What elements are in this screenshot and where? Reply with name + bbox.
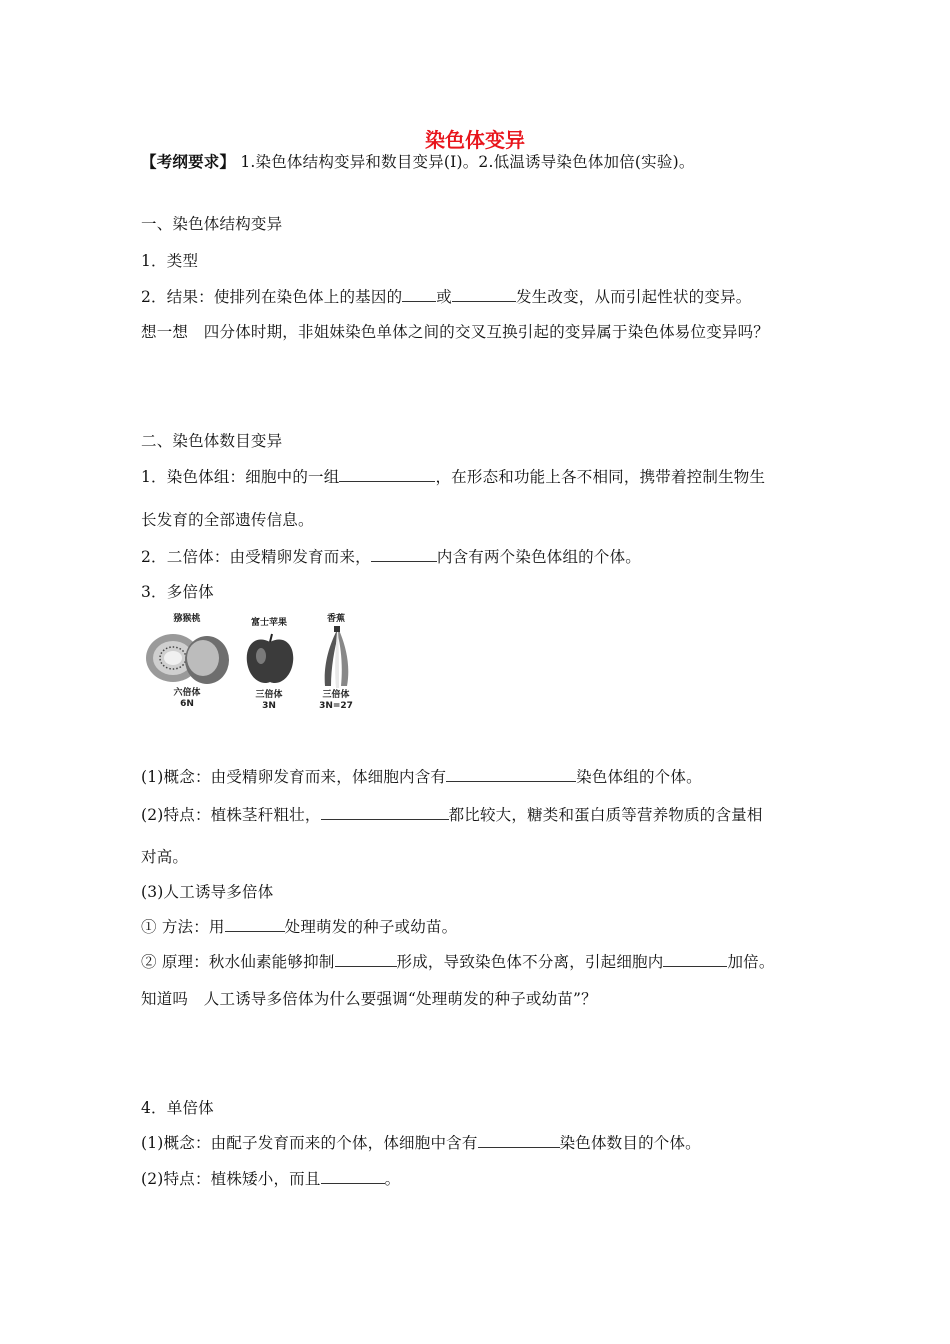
text-segment: 内含有两个染色体组的个体。 (436, 548, 641, 566)
text-segment: 处理萌发的种子或幼苗。 (284, 918, 458, 936)
apple-ploidy: 三倍体 (255, 690, 283, 700)
outline-text: 1.染色体结构变异和数目变异(Ⅰ)。2.低温诱导染色体加倍(实验)。 (235, 153, 695, 171)
text-segment: 发生改变，从而引起性状的变异。 (515, 288, 752, 306)
section2-heading: 二、染色体数目变异 (141, 432, 283, 450)
outline-requirements (141, 150, 695, 172)
fill-blank (478, 1133, 560, 1148)
kiwi-name: 猕猴桃 (173, 614, 201, 624)
text-segment: ① 方法：用 (141, 918, 225, 936)
section2-item2 (141, 545, 641, 567)
section2-item1 (141, 465, 765, 487)
fill-blank (371, 547, 437, 562)
apple-n: 3N (262, 701, 276, 711)
fill-blank (452, 287, 516, 302)
text-segment: (1)概念：由配子发育而来的个体，体细胞中含有 (141, 1134, 478, 1152)
kiwi-ploidy: 六倍体 (173, 688, 201, 698)
section1-item1: 1．类型 (141, 252, 199, 270)
polyploid-figure (141, 610, 363, 722)
text-segment: 染色体组的个体。 (576, 768, 702, 786)
haploid-features (141, 1167, 400, 1189)
think-question: 想一想 四分体时期，非姐妹染色单体之间的交叉互换引起的变异属于染色体易位变异吗？ (141, 323, 770, 341)
section2-item1-cont: 长发育的全部遗传信息。 (141, 511, 314, 529)
artificial-induction: (3)人工诱导多倍体 (141, 883, 274, 901)
fill-blank (663, 952, 727, 967)
text-segment: ，在形态和功能上各不相同，携带着控制生物生 (435, 468, 766, 486)
fill-blank (339, 467, 435, 482)
text-segment: 加倍。 (727, 953, 775, 971)
text-segment: (1)概念：由受精卵发育而来，体细胞内含有 (141, 768, 447, 786)
fill-blank (335, 952, 397, 967)
kiwi-image (143, 626, 231, 686)
polyploid-features-cont: 对高。 (141, 848, 189, 866)
induction-principle (141, 950, 775, 972)
fill-blank (446, 767, 576, 782)
text-segment: (2)特点：植株茎秆粗壮， (141, 806, 321, 824)
text-segment: 1．染色体组：细胞中的一组 (141, 468, 340, 486)
section2-item3: 3．多倍体 (141, 583, 214, 601)
page-title: 染色体变异 (425, 128, 525, 152)
banana-name: 香蕉 (326, 614, 345, 624)
section1-item2 (141, 285, 751, 307)
text-segment: 2．结果：使排列在染色体上的基因的 (141, 288, 403, 306)
apple-image (245, 632, 295, 688)
apple-name: 富士苹果 (250, 618, 287, 628)
text-segment: 或 (436, 288, 452, 306)
banana-ploidy: 三倍体 (322, 690, 350, 700)
text-segment: 2．二倍体：由受精卵发育而来， (141, 548, 371, 566)
text-segment: 形成，导致染色体不分离，引起细胞内 (396, 953, 664, 971)
haploid-concept (141, 1131, 701, 1153)
haploid-heading: 4．单倍体 (141, 1099, 214, 1117)
text-segment: 染色体数目的个体。 (559, 1134, 701, 1152)
polyploid-concept (141, 765, 702, 787)
fill-blank (225, 917, 285, 932)
fill-blank (321, 805, 449, 820)
kiwi-n: 6N (180, 699, 194, 709)
fill-blank (321, 1169, 385, 1184)
section1-heading: 一、染色体结构变异 (141, 215, 283, 233)
induction-method (141, 915, 457, 937)
banana-n: 3N=27 (319, 701, 353, 711)
text-segment: 。 (384, 1170, 401, 1188)
banana-image (317, 626, 357, 692)
know-question: 知道吗 人工诱导多倍体为什么要强调“处理萌发的种子或幼苗”？ (141, 990, 597, 1008)
text-segment: ② 原理：秋水仙素能够抑制 (141, 953, 335, 971)
text-segment: 都比较大，糖类和蛋白质等营养物质的含量相 (448, 806, 763, 824)
outline-label: 【考纲要求】 (141, 152, 236, 171)
fill-blank (402, 287, 436, 302)
polyploid-features (141, 803, 763, 825)
text-segment: (2)特点：植株矮小，而且 (141, 1170, 321, 1188)
